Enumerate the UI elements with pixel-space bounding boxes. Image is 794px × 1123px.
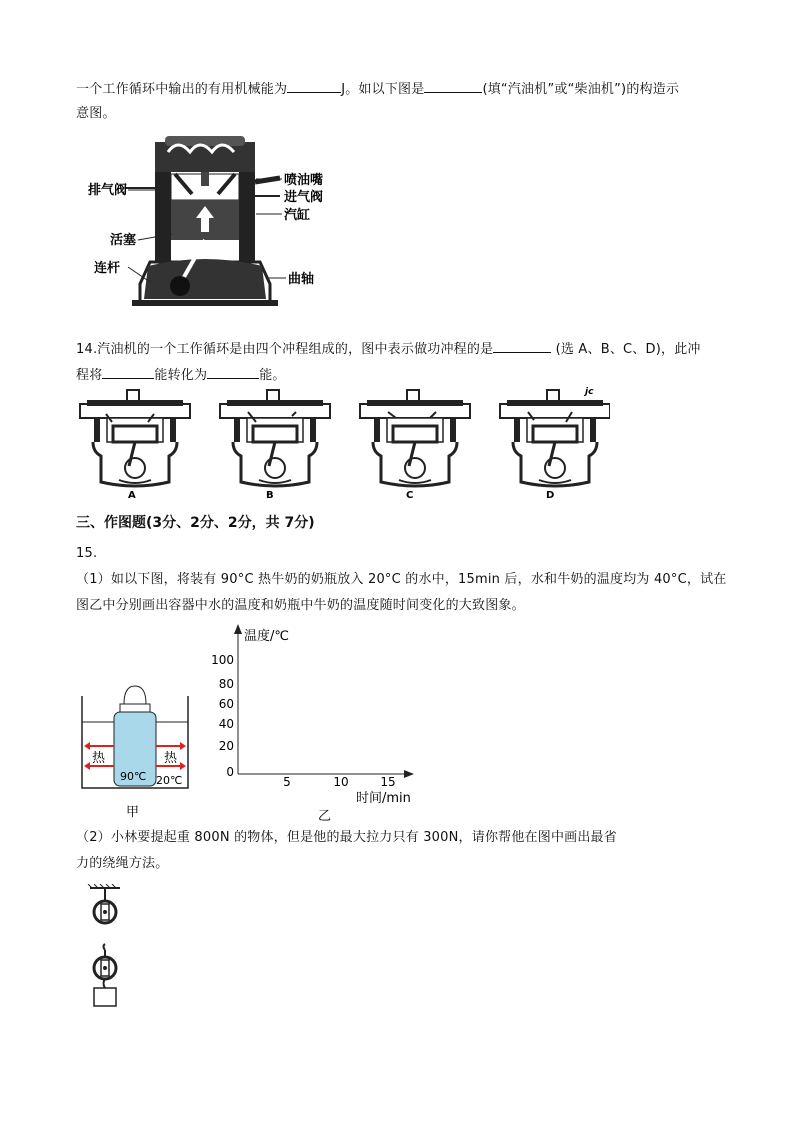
weight-block [94,988,116,1006]
y-axis-label: 温度/℃ [244,629,289,644]
heat-label-left: 热 [92,751,106,766]
y-tick-80: 80 [218,677,234,691]
crankshaft [170,276,190,296]
base [132,300,278,306]
stroke-a [80,390,190,486]
q15-part1-line2: 图乙中分别画出容器中水的温度和奶瓶中牛奶的温度随时间变化的大致图象。 [76,598,525,613]
label-injector: 喷油嘴 [284,173,324,188]
answer-blank[interactable] [102,364,154,379]
pulley-system[interactable] [82,884,132,1014]
y-tick-60: 60 [218,697,234,711]
x-tick-10: 10 [333,775,349,789]
stroke-d-mark: jc [585,387,594,397]
stroke-c [360,390,470,486]
x-axis-arrow [404,770,414,778]
crankcase-fill [144,259,266,299]
q13-line2: 意图。 [76,106,116,121]
x-tick-15: 15 [380,775,396,789]
figure-jia [80,680,192,822]
stroke-label-c: C [406,490,414,501]
milk-temp-label: 90℃ [120,770,147,783]
hook [104,944,106,950]
caption-yi: 乙 [318,809,332,822]
stroke-b [220,390,330,486]
x-tick-5: 5 [283,775,291,789]
answer-blank[interactable] [424,78,482,93]
q14-line1: 14.汽油机的一个工作循环是由四个冲程组成的，图中表示做功冲程的是 (选 A、B、C、D)，此冲 [76,338,701,360]
bottle-nipple [124,686,146,704]
label-piston: 活塞 [110,233,137,248]
stroke-label-b: B [266,490,274,501]
q15-number: 15. [76,546,98,561]
four-strokes-figure [70,386,610,502]
cylinder-wall-left [155,172,171,262]
label-rod: 连杆 [94,261,121,276]
injector-tip [201,172,209,186]
y-tick-100: 100 [211,653,234,667]
water-temp-label: 20℃ [156,774,183,787]
label-crankshaft: 曲轴 [288,272,315,287]
stroke-label-a: A [128,490,136,501]
q15-part1-line1: （1）如以下图，将装有 90°C 热牛奶的奶瓶放入 20°C 的水中，15min 后，水和牛奶的温度均为 40°C，试在 [76,572,727,587]
q14-line2: 程将 能转化为 能。 [76,364,286,386]
y-axis-arrow [234,624,242,634]
section-heading: 三、作图题(3分、2分、2分，共 7分) [76,515,315,531]
q15-part2-line2: 力的绕绳方法。 [76,856,169,871]
answer-blank[interactable] [207,364,259,379]
answer-blank[interactable] [287,78,341,93]
caption-jia: 甲 [126,805,140,820]
heat-label-right: 热 [164,751,178,766]
q13-line1: 一个工作循环中输出的有用机械能为 J。如以下图是 (填“汽油机”或“柴油机”)的构造示 [76,78,679,100]
label-cylinder: 汽缸 [284,208,311,223]
diesel-engine-diagram [80,134,350,314]
cylinder-wall-right [239,172,255,262]
y-tick-40: 40 [218,717,234,731]
y-tick-0: 0 [226,765,234,779]
figure-yi-graph[interactable] [206,622,426,822]
y-tick-20: 20 [218,739,234,753]
stroke-d [500,390,610,486]
answer-blank[interactable] [493,338,551,353]
q15-part2-line1: （2）小林要提起重 800N 的物体，但是他的最大拉力只有 300N，请你帮他在图中画出最省 [76,830,617,845]
stroke-label-d: D [546,490,555,501]
bottle-cap [120,704,150,712]
x-axis-label: 时间/min [356,791,411,806]
label-exhaust-valve: 排气阀 [88,183,128,198]
label-intake-valve: 进气阀 [284,190,324,205]
